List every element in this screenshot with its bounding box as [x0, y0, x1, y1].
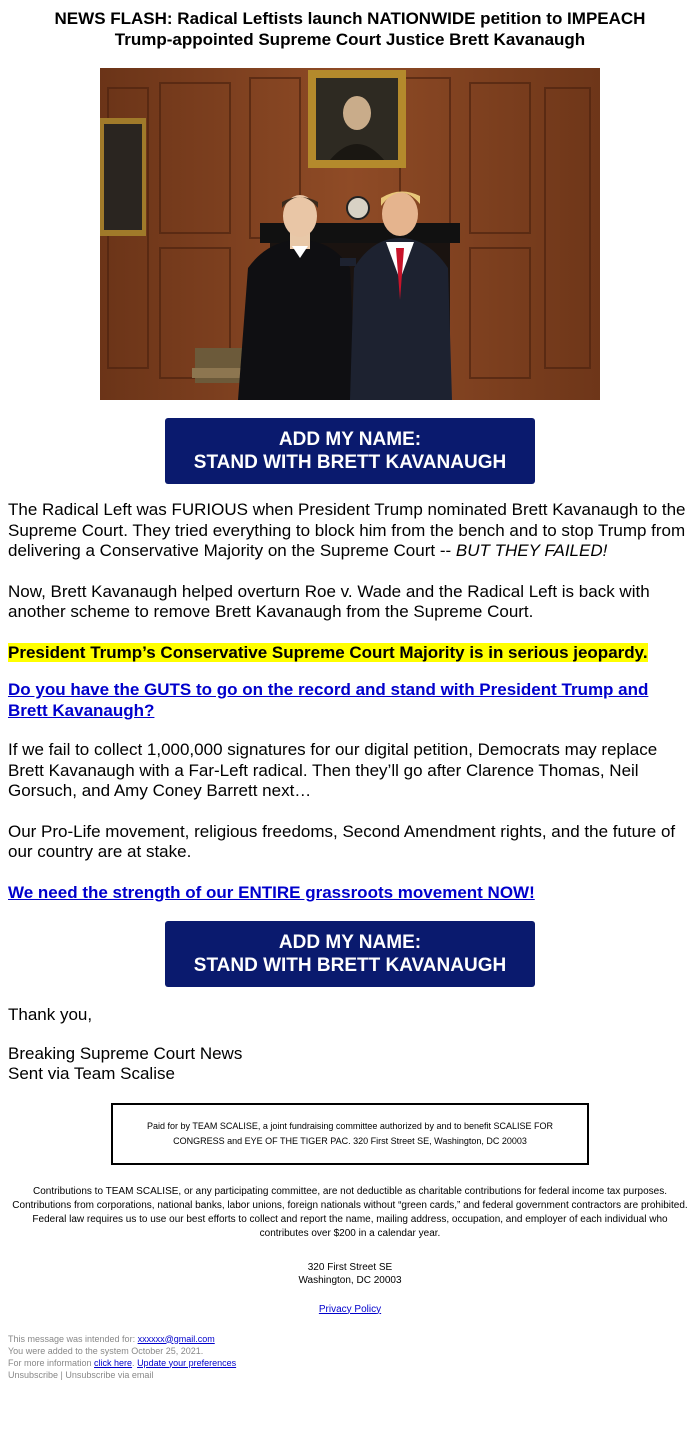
recipient-email-link[interactable]: xxxxxx@gmail.com: [137, 1333, 215, 1344]
update-preferences-link[interactable]: Update your preferences: [137, 1357, 237, 1368]
paragraph-6: Our Pro-Life movement, religious freedoms, Second Amendment rights, and the future of our country are at stake.: [8, 821, 676, 861]
address-line-2: Washington, DC 20003: [298, 1274, 402, 1286]
add-my-name-button-top[interactable]: [165, 418, 535, 484]
cta-container-top: [8, 400, 692, 484]
unsubscribe-link[interactable]: Unsubscribe: [8, 1369, 59, 1380]
address-line-1: 320 First Street SE: [307, 1261, 393, 1273]
paragraph-5: If we fail to collect 1,000,000 signatures for our digital petition, Democrats may replace Brett Kavanaugh with a Far-Left radical. Then they’ll go after Clarence Thomas, Neil Gorsuch, and Amy Coney Barrett next…: [8, 740, 658, 800]
cta-container-bottom: [8, 921, 692, 987]
email-body: [8, 0, 692, 1381]
guts-link[interactable]: Do you have the GUTS to go on the record and stand with President Trump and Brett Kavanaugh?: [8, 680, 649, 720]
cta-line-1: ADD MY NAME:: [278, 429, 422, 450]
more-info-label: For more information: [8, 1357, 95, 1368]
cta-line-2: STAND WITH BRETT KAVANAUGH: [193, 452, 507, 473]
intended-label: This message was intended for:: [8, 1333, 138, 1344]
privacy-policy-link[interactable]: Privacy Policy: [318, 1303, 382, 1315]
headline-line-2: Trump-appointed Supreme Court Justice Brett Kavanaugh: [114, 30, 586, 49]
cta-line-2: STAND WITH BRETT KAVANAUGH: [193, 955, 507, 976]
paragraph-7: [8, 883, 692, 904]
paragraph-1-text: The Radical Left was FURIOUS when President Trump nominated Brett Kavanaugh to the Supreme Court. They tried everything to block him from the bench and to stop Trump from delivering a Conservative Majority on the Supreme Court --: [8, 500, 686, 560]
signoff-thanks: Thank you,: [8, 1005, 93, 1024]
paid-for-text: Paid for by TEAM SCALISE, a joint fundraising committee authorized by and to benefit SCALISE FOR CONGRESS and EYE OF THE TIGER PAC. 320 First Street SE, Washington, DC 20003: [146, 1120, 554, 1146]
footer: This message was intended for: xxxxxx@gmail.com You were added to the system October 25, 2021. For more information click here. Update your preferences Unsubscribe | Unsubscribe via email: [8, 1333, 237, 1380]
unsubscribe-email-link[interactable]: Unsubscribe via email: [65, 1369, 154, 1380]
add-my-name-button-bottom[interactable]: [165, 921, 535, 987]
click-here-link[interactable]: click here: [94, 1357, 133, 1368]
headline-line-1: NEWS FLASH: Radical Leftists launch NATIONWIDE petition to IMPEACH: [54, 9, 646, 28]
cta-line-1: ADD MY NAME:: [278, 932, 422, 953]
mailing-address: [8, 1261, 692, 1287]
paragraph-2: Now, Brett Kavanaugh helped overturn Roe v. Wade and the Radical Left is back with another scheme to remove Brett Kavanaugh from the Supreme Court.: [8, 581, 650, 621]
paragraph-1-emphasis: BUT THEY FAILED!: [455, 541, 608, 560]
contribution-disclaimer: Contributions to TEAM SCALISE, or any participating committee, are not deductible as charitable contributions for federal income tax purposes. Contributions from corporations, national banks, labor unions, foreign nationals without “green cards,” and federal government contractors are prohibited. Federal law requires us to use our best efforts to collect and report the name, mailing address, occupation, and employer of each individual who contributes over $200 in a calendar year.: [12, 1185, 688, 1239]
footer-separator: |: [58, 1369, 66, 1380]
signoff-block: [8, 1044, 692, 1085]
grassroots-link[interactable]: We need the strength of our ENTIRE grassroots movement NOW!: [8, 882, 535, 902]
paragraph-1: [8, 500, 692, 562]
privacy-row: [8, 1304, 692, 1315]
highlighted-warning: President Trump’s Conservative Supreme Court Majority is in serious jeopardy.: [8, 642, 648, 662]
hero-photo[interactable]: [100, 68, 600, 400]
headline: [8, 0, 692, 50]
signoff-name: Breaking Supreme Court News: [8, 1043, 243, 1063]
signoff-via: Sent via Team Scalise: [8, 1064, 175, 1083]
paid-for-box: [111, 1103, 589, 1165]
paragraph-4: [8, 680, 692, 721]
added-date-text: You were added to the system October 25, 2021.: [8, 1345, 204, 1356]
paragraph-3: [8, 643, 692, 664]
